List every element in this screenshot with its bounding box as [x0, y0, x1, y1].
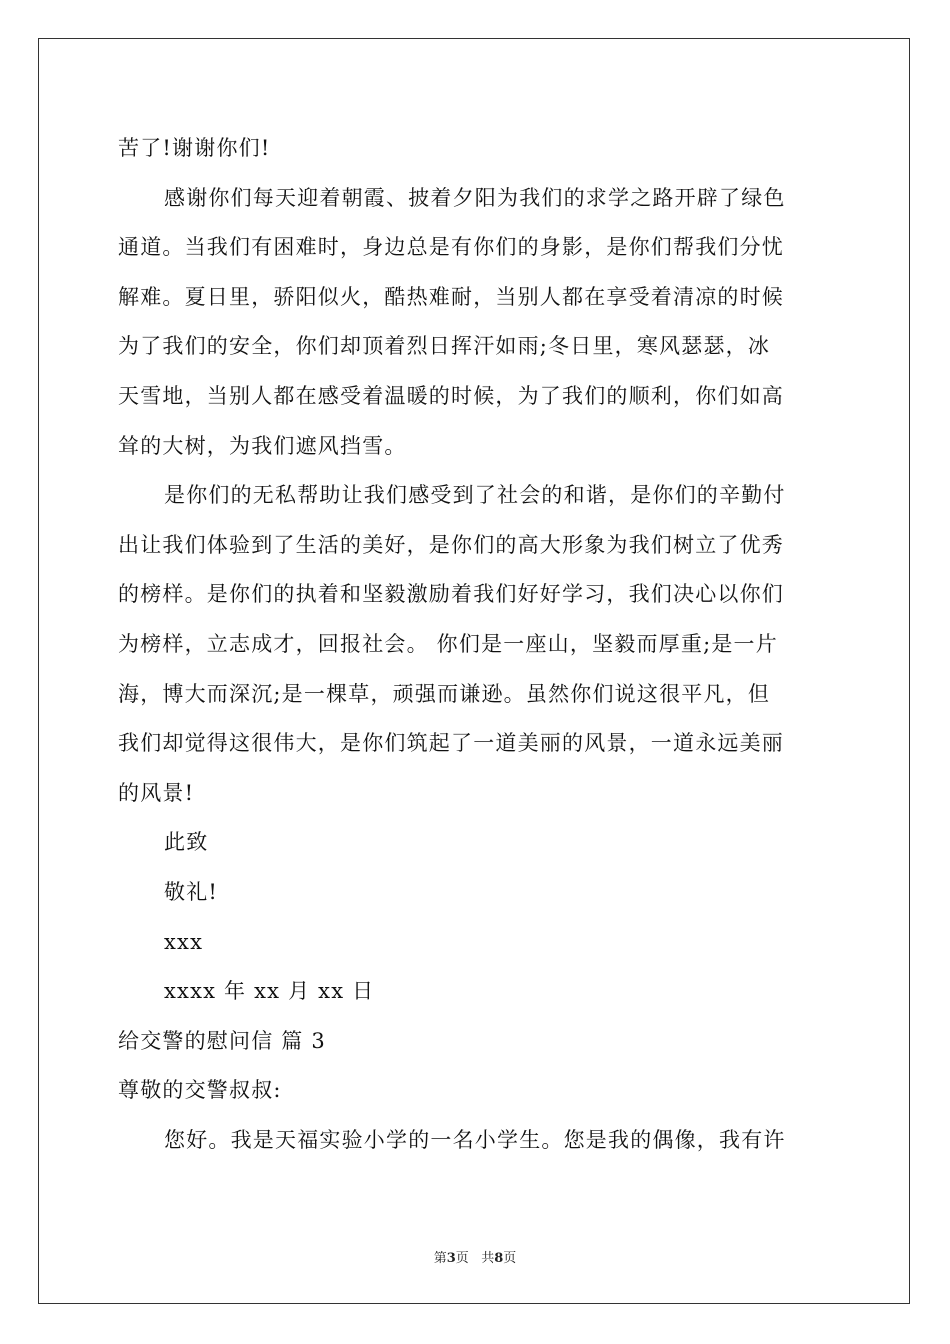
text-line: 出让我们体验到了生活的美好，是你们的高大形象为我们树立了优秀: [118, 532, 784, 557]
text-line: 的榜样。是你们的执着和坚毅激励着我们好好学习，我们决心以你们: [118, 582, 784, 607]
page-number: 3: [446, 1251, 456, 1266]
footer-total-suffix: 页: [503, 1251, 517, 1266]
closing-salutation: 此致: [164, 830, 209, 855]
text-line: 耸的大树，为我们遮风挡雪。: [118, 433, 407, 458]
text-line: 天雪地，当别人都在感受着温暖的时候，为了我们的顺利，你们如高: [118, 383, 784, 408]
footer-total-prefix: 共: [481, 1251, 495, 1266]
date-line: xxxx 年 xx 月 xx 日: [164, 979, 375, 1004]
greeting-line: 尊敬的交警叔叔:: [118, 1078, 282, 1103]
text-line: 海，博大而深沉;是一棵草，顽强而谦逊。虽然你们说这很平凡，但: [118, 681, 771, 706]
text-line: 为了我们的安全，你们却顶着烈日挥汗如雨;冬日里，寒风瑟瑟，冰: [118, 334, 771, 359]
text-line: 为榜样，立志成才，回报社会。 你们是一座山，坚毅而厚重;是一片: [118, 631, 778, 656]
section-heading: 给交警的慰问信 篇 3: [118, 1028, 326, 1053]
text-line: 苦了!谢谢你们!: [118, 136, 271, 160]
text-line: 通道。当我们有困难时，身边总是有你们的身影，是你们帮我们分忧: [118, 235, 784, 260]
text-line: 解难。夏日里，骄阳似火，酷热难耐，当别人都在享受着清凉的时候: [118, 284, 784, 309]
signature: xxx: [164, 929, 204, 954]
letter-body: [118, 124, 836, 1165]
text-line: 的风景!: [118, 780, 195, 805]
footer-prefix: 第: [433, 1251, 447, 1266]
text-line: 我们却觉得这很伟大，是你们筑起了一道美丽的风景，一道永远美丽: [118, 731, 784, 756]
text-line: 感谢你们每天迎着朝霞、披着夕阳为我们的求学之路开辟了绿色: [164, 185, 786, 210]
total-pages: 8: [494, 1251, 504, 1266]
page-footer: [0, 1247, 950, 1266]
footer-page-suffix: 页: [455, 1251, 469, 1266]
text-line: 您好。我是天福实验小学的一名小学生。您是我的偶像，我有许: [164, 1127, 786, 1152]
text-line: 是你们的无私帮助让我们感受到了社会的和谐，是你们的辛勤付: [164, 483, 786, 508]
closing-regards: 敬礼!: [164, 879, 219, 904]
